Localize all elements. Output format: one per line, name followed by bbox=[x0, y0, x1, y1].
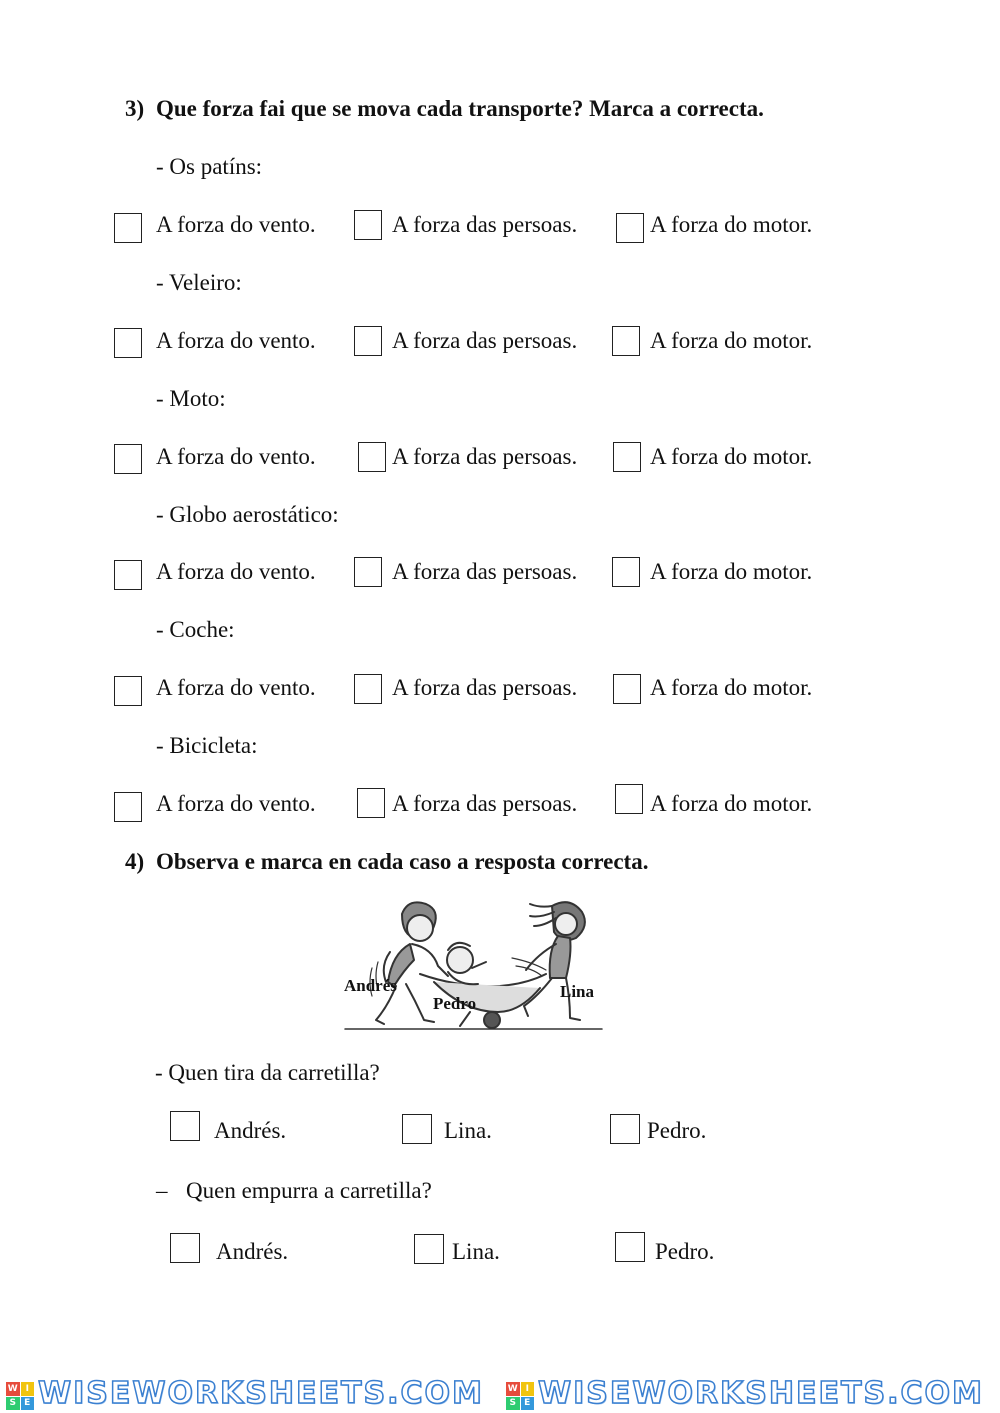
question-empurra-label: Quen empurra a carretilla? bbox=[186, 1178, 432, 1203]
option-veleiro-motor: A forza do motor. bbox=[650, 328, 813, 353]
checkbox-veleiro-persoas[interactable] bbox=[354, 326, 382, 356]
item-label-moto: - Moto: bbox=[156, 386, 226, 411]
option-tira-pedro: Pedro. bbox=[647, 1118, 707, 1143]
item-label-patins: - Os patíns: bbox=[156, 154, 263, 179]
wheelbarrow-illustration bbox=[340, 892, 605, 1034]
option-globo-motor: A forza do motor. bbox=[650, 559, 813, 584]
wise-logo-icon bbox=[6, 1382, 34, 1410]
checkbox-empurra-pedro[interactable] bbox=[615, 1232, 645, 1262]
logo-letter: S bbox=[6, 1397, 20, 1411]
watermark-text: WISEWORKSHEETS.COM bbox=[538, 1376, 984, 1411]
option-globo-persoas: A forza das persoas. bbox=[392, 559, 578, 584]
section-3-heading: Que forza fai que se mova cada transporte? Marca a correcta. bbox=[156, 96, 764, 121]
checkbox-coche-persoas[interactable] bbox=[354, 674, 382, 704]
option-moto-motor: A forza do motor. bbox=[650, 444, 813, 469]
option-moto-vento: A forza do vento. bbox=[156, 444, 316, 469]
checkbox-globo-motor[interactable] bbox=[612, 557, 640, 587]
checkbox-globo-vento[interactable] bbox=[114, 560, 142, 590]
option-empurra-pedro: Pedro. bbox=[655, 1239, 715, 1264]
option-bicicleta-persoas: A forza das persoas. bbox=[392, 791, 578, 816]
checkbox-moto-persoas[interactable] bbox=[358, 442, 386, 472]
checkbox-bicicleta-motor[interactable] bbox=[615, 784, 643, 814]
item-label-coche: - Coche: bbox=[156, 617, 235, 642]
logo-letter: W bbox=[507, 1383, 518, 1394]
checkbox-tira-andres[interactable] bbox=[170, 1111, 200, 1141]
checkbox-patins-motor[interactable] bbox=[616, 213, 644, 243]
option-veleiro-vento: A forza do vento. bbox=[156, 328, 316, 353]
logo-letter: W bbox=[7, 1383, 18, 1394]
item-label-veleiro: - Veleiro: bbox=[156, 270, 242, 295]
section-4-number: 4) bbox=[125, 849, 145, 874]
checkbox-empurra-andres[interactable] bbox=[170, 1233, 200, 1263]
option-patins-motor: A forza do motor. bbox=[650, 212, 813, 237]
question-tira-label: - Quen tira da carretilla? bbox=[155, 1060, 380, 1085]
option-moto-persoas: A forza das persoas. bbox=[392, 444, 578, 469]
checkbox-veleiro-motor[interactable] bbox=[612, 326, 640, 356]
checkbox-moto-vento[interactable] bbox=[114, 444, 142, 474]
label-andres: Andrés bbox=[344, 976, 397, 995]
option-coche-vento: A forza do vento. bbox=[156, 675, 316, 700]
option-empurra-andres: Andrés. bbox=[216, 1239, 289, 1264]
checkbox-patins-persoas[interactable] bbox=[354, 210, 382, 240]
checkbox-moto-motor[interactable] bbox=[613, 442, 641, 472]
checkbox-patins-vento[interactable] bbox=[114, 213, 142, 243]
section-3-number: 3) bbox=[125, 96, 145, 121]
logo-letter: E bbox=[521, 1397, 535, 1411]
option-patins-vento: A forza do vento. bbox=[156, 212, 316, 237]
option-tira-andres: Andrés. bbox=[214, 1118, 287, 1143]
checkbox-empurra-lina[interactable] bbox=[414, 1234, 444, 1264]
checkbox-bicicleta-vento[interactable] bbox=[114, 792, 142, 822]
checkbox-coche-vento[interactable] bbox=[114, 676, 142, 706]
section-4-heading: Observa e marca en cada caso a resposta correcta. bbox=[156, 849, 649, 874]
footer-watermark bbox=[0, 1372, 1000, 1413]
checkbox-globo-persoas[interactable] bbox=[354, 557, 382, 587]
option-globo-vento: A forza do vento. bbox=[156, 559, 316, 584]
watermark-text: WISEWORKSHEETS.COM bbox=[38, 1376, 484, 1411]
checkbox-coche-motor[interactable] bbox=[613, 674, 641, 704]
question-empurra-dash: – bbox=[156, 1178, 168, 1203]
option-patins-persoas: A forza das persoas. bbox=[392, 212, 578, 237]
logo-letter: I bbox=[21, 1382, 35, 1396]
label-pedro: Pedro bbox=[433, 994, 477, 1013]
wise-logo-icon bbox=[506, 1382, 534, 1410]
logo-letter: E bbox=[21, 1397, 35, 1411]
item-label-globo: - Globo aerostático: bbox=[156, 502, 339, 527]
item-label-bicicleta: - Bicicleta: bbox=[156, 733, 258, 758]
label-lina: Lina bbox=[560, 982, 595, 1001]
option-tira-lina: Lina. bbox=[444, 1118, 492, 1143]
logo-letter: I bbox=[521, 1382, 535, 1396]
option-bicicleta-vento: A forza do vento. bbox=[156, 791, 316, 816]
option-empurra-lina: Lina. bbox=[452, 1239, 500, 1264]
option-bicicleta-motor: A forza do motor. bbox=[650, 791, 813, 816]
checkbox-tira-pedro[interactable] bbox=[610, 1114, 640, 1144]
checkbox-veleiro-vento[interactable] bbox=[114, 328, 142, 358]
option-coche-persoas: A forza das persoas. bbox=[392, 675, 578, 700]
checkbox-bicicleta-persoas[interactable] bbox=[357, 788, 385, 818]
option-coche-motor: A forza do motor. bbox=[650, 675, 813, 700]
option-veleiro-persoas: A forza das persoas. bbox=[392, 328, 578, 353]
logo-letter: S bbox=[506, 1397, 520, 1411]
checkbox-tira-lina[interactable] bbox=[402, 1114, 432, 1144]
